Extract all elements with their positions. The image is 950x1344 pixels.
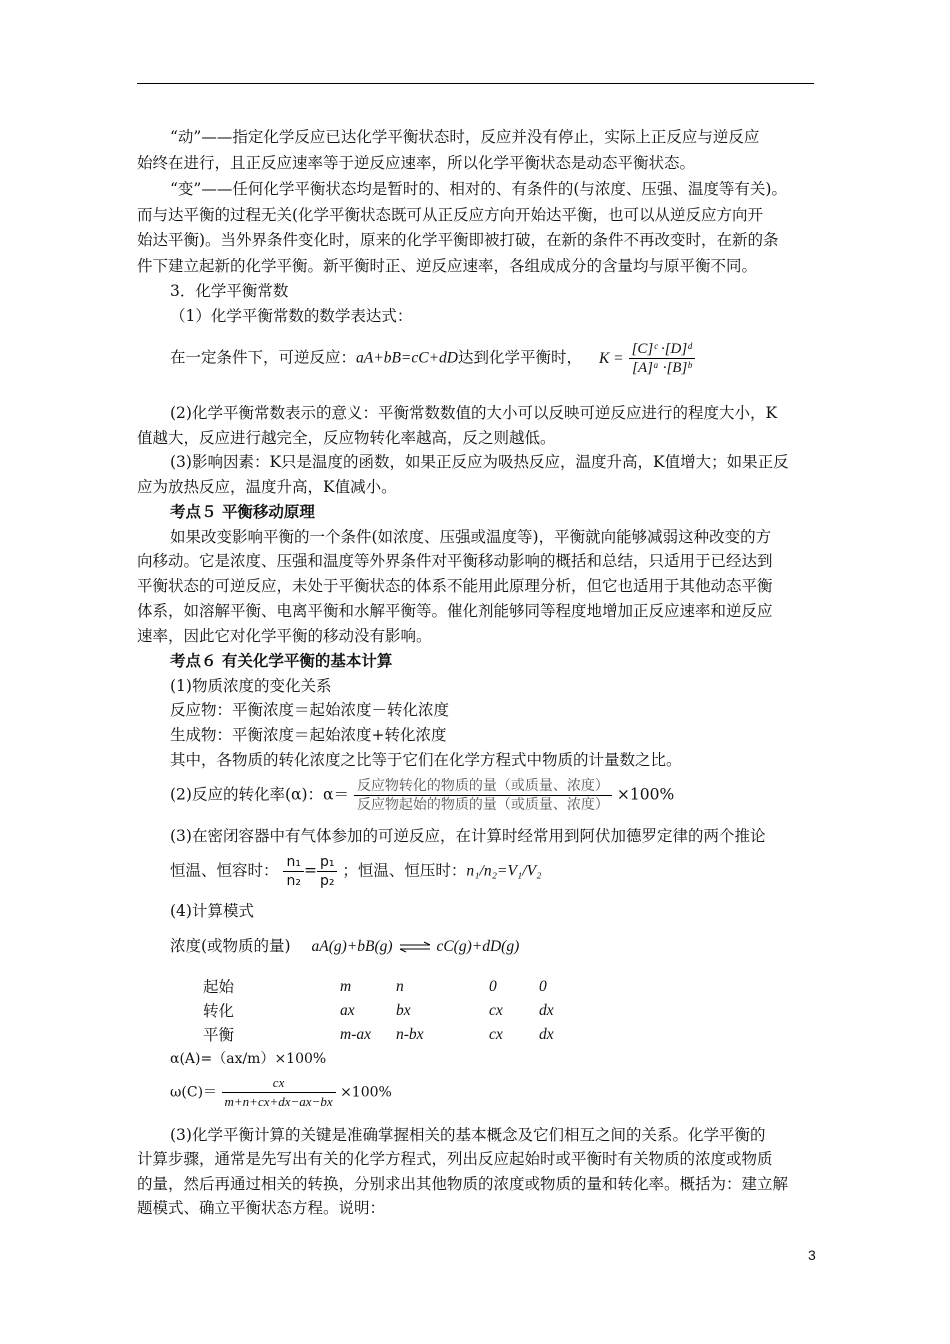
conversion-numerator: 反应物转化的物质的量（或质量、浓度） xyxy=(354,777,612,796)
kaodian-6-3: (3)在密闭容器中有气体参加的可逆反应，在计算时经常用到阿伏加德罗定律的两个推论 xyxy=(170,827,766,845)
table-cell: dx xyxy=(539,1002,554,1019)
alpha-formula: α(A)=（ax/m）×100% xyxy=(170,1051,327,1067)
section-3-2-line2: 值越大，反应进行越完全，反应物转化率越高，反之则越低。 xyxy=(137,429,556,447)
kaodian-6-title: 考点６ 有关化学平衡的基本计算 xyxy=(170,651,393,670)
mode-left: aA(g)+bB(g) xyxy=(311,938,393,955)
mode-label: 浓度(或物质的量) xyxy=(170,937,291,955)
table-cell: bx xyxy=(396,1002,411,1019)
kaodian-5-line2: 向移动。它是浓度、压强和温度等外界条件对平衡移动影响的概括和总结，只适用于已经达到 xyxy=(137,552,773,570)
conversion-prefix: (2)反应的转化率(α)：α＝ xyxy=(170,785,349,804)
table-cell: dx xyxy=(539,1026,554,1043)
k-expr-prefix: 在一定条件下，可逆反应： xyxy=(170,348,357,367)
omega-denominator: m+n+cx+dx−ax−bx xyxy=(224,1094,333,1109)
table-cell: m xyxy=(340,978,352,995)
omega-formula xyxy=(170,1074,392,1111)
section-3-1: （1）化学平衡常数的数学表达式： xyxy=(170,307,413,325)
kaodian-5-line4: 体系，如溶解平衡、电离平衡和水解平衡等。催化剂能够同等程度地增加正反应速率和逆反应 xyxy=(137,602,773,620)
conversion-suffix: ×100% xyxy=(616,785,675,804)
kaodian-5-line5: 速率，因此它对化学平衡的移动没有影响。 xyxy=(137,627,432,645)
k-expr-suffix: 达到化学平衡时， xyxy=(458,348,583,367)
section-3-3-line2: 应为放热反应，温度升高，K值减小。 xyxy=(137,478,397,496)
n1: n₁ xyxy=(283,853,304,872)
equilibrium-arrow-icon xyxy=(398,941,432,953)
conversion-denominator: 反应物起始的物质的量（或质量、浓度） xyxy=(356,797,609,813)
k-expression xyxy=(170,340,695,377)
kaodian-5-title: 考点５ 平衡移动原理 xyxy=(170,502,315,521)
para-bian-line3: 始达平衡)。当外界条件变化时，原来的化学平衡即被打破，在新的条件不再改变时，在新的条 xyxy=(137,231,779,249)
section-3-2-line1: (2)化学平衡常数表示的意义：平衡常数数值的大小可以反映可逆反应进行的程度大小，K xyxy=(170,404,778,422)
para-bian-line2: 而与达平衡的过程无关(化学平衡状态既可从正反应方向开始达平衡，也可以从逆反应方向开 xyxy=(137,206,764,224)
table-row-label: 起始 xyxy=(203,978,235,996)
kaodian-6-1a: 反应物：平衡浓度＝起始浓度－转化浓度 xyxy=(170,701,450,719)
avogadro-formula xyxy=(170,853,541,890)
calc-mode-line xyxy=(170,936,519,957)
n2: n₂ xyxy=(286,873,301,889)
table-row-label: 转化 xyxy=(203,1002,235,1020)
k-expr-reaction: aA+bB=cC+dD xyxy=(356,349,458,367)
para-dong-line2: 始终在进行，且正反应速率等于逆反应速率，所以化学平衡状态是动态平衡状态。 xyxy=(137,154,696,172)
kaodian-6-1c: 其中，各物质的转化浓度之比等于它们在化学方程式中物质的计量数之比。 xyxy=(170,751,682,769)
omega-suffix: ×100% xyxy=(340,1084,392,1101)
section-3-heading: 3．化学平衡常数 xyxy=(170,282,289,300)
k-lhs: K = xyxy=(598,349,624,367)
table-cell: 0 xyxy=(539,978,547,995)
table-cell: cx xyxy=(489,1002,503,1019)
omega-numerator: cx xyxy=(222,1074,336,1093)
para-dong-line1: “动”——指定化学反应已达化学平衡状态时，反应并没有停止，实际上正反应与逆反应 xyxy=(170,128,760,146)
table-cell: cx xyxy=(489,1026,503,1043)
k-numerator: [C]ᶜ ·[D]ᵈ xyxy=(629,340,695,359)
avogadro-mid: ；恒温、恒压时： xyxy=(342,861,467,880)
final-line3: 的量，然后再通过相关的转换，分别求出其他物质的浓度或物质的量和转化率。概括为：建立解 xyxy=(137,1175,789,1193)
table-cell: n xyxy=(396,978,404,995)
avogadro-prefix: 恒温、恒容时： xyxy=(170,861,279,880)
final-line1: (3)化学平衡计算的关键是准确掌握相关的基本概念及它们相互之间的关系。化学平衡的 xyxy=(170,1126,766,1144)
para-bian-line4: 件下建立起新的化学平衡。新平衡时正、逆反应速率，各组成成分的含量均与原平衡不同。 xyxy=(137,257,758,275)
kaodian-5-line1: 如果改变影响平衡的一个条件(如浓度、压强或温度等)，平衡就向能够减弱这种改变的方 xyxy=(170,528,772,546)
final-line4: 题模式、确立平衡状态方程。说明： xyxy=(137,1199,386,1217)
conversion-rate-formula xyxy=(170,777,674,814)
avogadro-rhs: n₁/n₂=V₁/V₂ xyxy=(466,862,542,880)
kaodian-6-1b: 生成物：平衡浓度＝起始浓度+转化浓度 xyxy=(170,726,447,744)
avogadro-equals: = xyxy=(303,861,317,880)
omega-prefix: ω(C)＝ xyxy=(170,1084,218,1101)
table-row-label: 平衡 xyxy=(203,1026,235,1044)
table-cell: ax xyxy=(340,1002,355,1019)
kaodian-6-4: (4)计算模式 xyxy=(170,902,254,920)
para-bian-line1: “变”——任何化学平衡状态均是暂时的、相对的、有条件的(与浓度、压强、温度等有关)。 xyxy=(170,180,787,198)
p1: p₁ xyxy=(317,853,338,872)
mode-right: cC(g)+dD(g) xyxy=(436,938,520,955)
section-3-3-line1: (3)影响因素：K只是温度的函数，如果正反应为吸热反应，温度升高，K值增大；如果正反 xyxy=(170,453,789,471)
table-cell: n-bx xyxy=(396,1026,424,1043)
table-cell: m-ax xyxy=(340,1026,371,1043)
kaodian-6-1: (1)物质浓度的变化关系 xyxy=(170,677,332,695)
final-line2: 计算步骤，通常是先写出有关的化学方程式，列出反应起始时或平衡时有关物质的浓度或物质 xyxy=(137,1150,773,1168)
table-cell: 0 xyxy=(489,978,497,995)
page-number: 3 xyxy=(808,1247,816,1263)
k-denominator: [A]ᵃ ·[B]ᵇ xyxy=(632,360,692,376)
header-rule xyxy=(137,83,814,84)
kaodian-5-line3: 平衡状态的可逆反应，未处于平衡状态的体系不能用此原理分析，但它也适用于其他动态平衡 xyxy=(137,577,773,595)
p2: p₂ xyxy=(319,873,335,889)
